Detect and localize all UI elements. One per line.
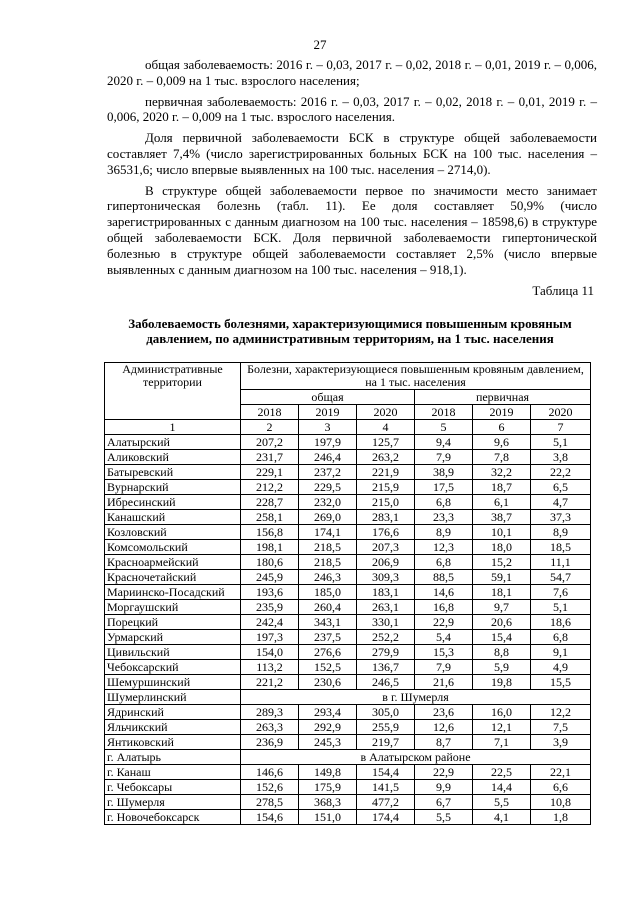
table-cell: 252,2 xyxy=(357,630,415,645)
table-row xyxy=(105,660,591,675)
table-cell: 5,4 xyxy=(415,630,473,645)
table-cell: 230,6 xyxy=(299,675,357,690)
table-cell: 237,5 xyxy=(299,630,357,645)
table-cell: 283,1 xyxy=(357,510,415,525)
table-cell: 221,2 xyxy=(241,675,299,690)
table-row xyxy=(105,795,591,810)
table-cell: 15,5 xyxy=(531,675,591,690)
table-cell: 218,5 xyxy=(299,540,357,555)
table-cell: 198,1 xyxy=(241,540,299,555)
column-number: 7 xyxy=(531,420,591,435)
table-cell: 16,0 xyxy=(473,705,531,720)
table-cell: 207,3 xyxy=(357,540,415,555)
table-cell: 156,8 xyxy=(241,525,299,540)
table-cell: 38,9 xyxy=(415,465,473,480)
header-year: 2018 xyxy=(415,405,473,420)
paragraph-bsk-share: Доля первичной заболеваемости БСК в структуре общей заболеваемости составляет 7,4% (число зарегистрированных больных БСК на 100 тыс. населения – 36531,6; число впервые выявленных на 100 тыс. населения – 2714,0). xyxy=(107,130,597,177)
table-cell: 152,6 xyxy=(241,780,299,795)
table-cell: 263,3 xyxy=(241,720,299,735)
table-cell: 246,4 xyxy=(299,450,357,465)
table-cell: 279,9 xyxy=(357,645,415,660)
table-cell: 245,3 xyxy=(299,735,357,750)
table-cell: 5,9 xyxy=(473,660,531,675)
table-row xyxy=(105,450,591,465)
table-row xyxy=(105,750,591,765)
table-cell: 7,9 xyxy=(415,660,473,675)
header-year: 2018 xyxy=(241,405,299,420)
table-cell: 22,9 xyxy=(415,765,473,780)
paragraph-general-morbidity: общая заболеваемость: 2016 г. – 0,03, 2017 г. – 0,02, 2018 г. – 0,01, 2019 г. – 0,006, 2020 г. – 0,009 на 1 тыс. взрослого населения; xyxy=(107,57,597,88)
table-cell: 258,1 xyxy=(241,510,299,525)
table-cell: 9,1 xyxy=(531,645,591,660)
table-cell: 152,5 xyxy=(299,660,357,675)
table-cell: 4,9 xyxy=(531,660,591,675)
table-cell: 7,6 xyxy=(531,585,591,600)
table-cell: 18,7 xyxy=(473,480,531,495)
table-cell: 18,6 xyxy=(531,615,591,630)
table-cell: 278,5 xyxy=(241,795,299,810)
table-cell: 19,8 xyxy=(473,675,531,690)
table-cell: 228,7 xyxy=(241,495,299,510)
table-cell: 154,6 xyxy=(241,810,299,825)
table-cell: 293,4 xyxy=(299,705,357,720)
table-cell: 15,3 xyxy=(415,645,473,660)
territory-name: Аликовский xyxy=(105,450,241,465)
table-cell: 12,1 xyxy=(473,720,531,735)
header-year: 2020 xyxy=(357,405,415,420)
table-cell: 15,4 xyxy=(473,630,531,645)
table-row xyxy=(105,510,591,525)
table-cell: 3,8 xyxy=(531,450,591,465)
paragraph-hypertension: В структуре общей заболеваемости первое по значимости место занимает гипертоническая болезнь (табл. 11). Ее доля составляет 50,9% (число зарегистрированных с данным диагнозом на 100 тыс. населения – 18598,6) в структуре общей заболеваемости БСК. Доля первичной заболеваемости гипертонической болезнью в структуре общей заболеваемости составляет 2,5% (число впервые выявленных с данным диагнозом на 100 тыс. населения – 918,1). xyxy=(107,182,597,277)
table-cell: 146,6 xyxy=(241,765,299,780)
territory-name: Ибресинский xyxy=(105,495,241,510)
territory-name: Козловский xyxy=(105,525,241,540)
table-cell: 32,2 xyxy=(473,465,531,480)
territory-name: г. Чебоксары xyxy=(105,780,241,795)
table-row xyxy=(105,690,591,705)
table-cell: 17,5 xyxy=(415,480,473,495)
territory-name: Красноармейский xyxy=(105,555,241,570)
table-cell: 149,8 xyxy=(299,765,357,780)
table-cell: 4,7 xyxy=(531,495,591,510)
table-cell: 218,5 xyxy=(299,555,357,570)
table-row xyxy=(105,540,591,555)
table-cell: 9,7 xyxy=(473,600,531,615)
table-row xyxy=(105,555,591,570)
table-cell: 7,8 xyxy=(473,450,531,465)
table-body xyxy=(105,435,591,825)
table-cell: 4,1 xyxy=(473,810,531,825)
header-year: 2019 xyxy=(473,405,531,420)
table-cell: 276,6 xyxy=(299,645,357,660)
table-cell: 6,8 xyxy=(415,555,473,570)
table-cell: 8,7 xyxy=(415,735,473,750)
table-cell: 12,2 xyxy=(531,705,591,720)
table-cell: 154,0 xyxy=(241,645,299,660)
territory-name: Шемуршинский xyxy=(105,675,241,690)
table-cell: 206,9 xyxy=(357,555,415,570)
header-general: общая xyxy=(241,390,415,405)
table-row xyxy=(105,525,591,540)
table-cell: 18,0 xyxy=(473,540,531,555)
table-cell: 7,9 xyxy=(415,450,473,465)
table-cell: 88,5 xyxy=(415,570,473,585)
column-number: 3 xyxy=(299,420,357,435)
table-row xyxy=(105,465,591,480)
table-row xyxy=(105,630,591,645)
table-cell: 59,1 xyxy=(473,570,531,585)
table-cell: 5,1 xyxy=(531,600,591,615)
table-row xyxy=(105,705,591,720)
territory-name: Урмарский xyxy=(105,630,241,645)
table-cell: 7,5 xyxy=(531,720,591,735)
table-cell: 12,6 xyxy=(415,720,473,735)
table-title: Заболеваемость болезнями, характеризующимися повышенным кровяным давлением, по административным территориям, на 1 тыс. населения xyxy=(128,316,572,346)
table-row xyxy=(105,810,591,825)
column-number: 6 xyxy=(473,420,531,435)
column-number: 2 xyxy=(241,420,299,435)
territory-name: Вурнарский xyxy=(105,480,241,495)
table-cell: 212,2 xyxy=(241,480,299,495)
table-cell: 477,2 xyxy=(357,795,415,810)
table-label: Таблица 11 xyxy=(532,283,594,298)
table-cell: 154,4 xyxy=(357,765,415,780)
table-cell: 10,1 xyxy=(473,525,531,540)
table-cell: 6,5 xyxy=(531,480,591,495)
table-row xyxy=(105,675,591,690)
table-cell: 20,6 xyxy=(473,615,531,630)
table-cell: 16,8 xyxy=(415,600,473,615)
merged-note: в Алатырском районе xyxy=(241,750,591,765)
table-cell: 197,9 xyxy=(299,435,357,450)
table-cell: 5,5 xyxy=(473,795,531,810)
column-number: 5 xyxy=(415,420,473,435)
territory-name: Моргаушский xyxy=(105,600,241,615)
table-row xyxy=(105,585,591,600)
header-territory: Административные территории xyxy=(105,363,241,420)
table-cell: 260,4 xyxy=(299,600,357,615)
table-cell: 14,4 xyxy=(473,780,531,795)
body-text xyxy=(107,57,597,282)
table-cell: 151,0 xyxy=(299,810,357,825)
table-cell: 193,6 xyxy=(241,585,299,600)
table-cell: 246,3 xyxy=(299,570,357,585)
territory-name: Мариинско-Посадский xyxy=(105,585,241,600)
table-cell: 125,7 xyxy=(357,435,415,450)
table-cell: 221,9 xyxy=(357,465,415,480)
table-cell: 242,4 xyxy=(241,615,299,630)
table-cell: 9,4 xyxy=(415,435,473,450)
table-cell: 11,1 xyxy=(531,555,591,570)
table-cell: 219,7 xyxy=(357,735,415,750)
table-cell: 1,8 xyxy=(531,810,591,825)
table-cell: 229,5 xyxy=(299,480,357,495)
table-cell: 14,6 xyxy=(415,585,473,600)
table-cell: 231,7 xyxy=(241,450,299,465)
table-cell: 174,4 xyxy=(357,810,415,825)
table-cell: 23,6 xyxy=(415,705,473,720)
merged-note: в г. Шумерля xyxy=(241,690,591,705)
table-cell: 245,9 xyxy=(241,570,299,585)
table-cell: 176,6 xyxy=(357,525,415,540)
table-cell: 232,0 xyxy=(299,495,357,510)
table-row xyxy=(105,780,591,795)
table-cell: 5,5 xyxy=(415,810,473,825)
table-cell: 18,1 xyxy=(473,585,531,600)
table-row xyxy=(105,570,591,585)
territory-name: г. Шумерля xyxy=(105,795,241,810)
table-cell: 15,2 xyxy=(473,555,531,570)
table-row xyxy=(105,720,591,735)
territory-name: Комсомольский xyxy=(105,540,241,555)
table-cell: 10,8 xyxy=(531,795,591,810)
table-row xyxy=(105,645,591,660)
table-cell: 9,6 xyxy=(473,435,531,450)
table-cell: 255,9 xyxy=(357,720,415,735)
territory-name: Чебоксарский xyxy=(105,660,241,675)
territory-name: г. Алатырь xyxy=(105,750,241,765)
table-cell: 21,6 xyxy=(415,675,473,690)
table-cell: 292,9 xyxy=(299,720,357,735)
table-cell: 246,5 xyxy=(357,675,415,690)
table-cell: 305,0 xyxy=(357,705,415,720)
territory-name: Алатырский xyxy=(105,435,241,450)
table-cell: 6,8 xyxy=(531,630,591,645)
territory-name: Янтиковский xyxy=(105,735,241,750)
table-cell: 263,2 xyxy=(357,450,415,465)
table-cell: 22,9 xyxy=(415,615,473,630)
table-cell: 215,9 xyxy=(357,480,415,495)
page-number: 27 xyxy=(313,37,327,52)
table-row xyxy=(105,495,591,510)
table-cell: 6,1 xyxy=(473,495,531,510)
table-cell: 3,9 xyxy=(531,735,591,750)
header-diseases: Болезни, характеризующиеся повышенным кровяным давлением, на 1 тыс. населения xyxy=(241,363,591,390)
table-cell: 141,5 xyxy=(357,780,415,795)
header-year: 2019 xyxy=(299,405,357,420)
paragraph-primary-morbidity: первичная заболеваемость: 2016 г. – 0,03, 2017 г. – 0,02, 2018 г. – 0,01, 2019 г. – 0,006, 2020 г. – 0,009 на 1 тыс. взрослого населения. xyxy=(107,93,597,125)
table-cell: 180,6 xyxy=(241,555,299,570)
table-cell: 236,9 xyxy=(241,735,299,750)
table-cell: 207,2 xyxy=(241,435,299,450)
territory-name: Порецкий xyxy=(105,615,241,630)
territory-name: Яльчикский xyxy=(105,720,241,735)
table-cell: 237,2 xyxy=(299,465,357,480)
territory-name: Канашский xyxy=(105,510,241,525)
table-cell: 22,2 xyxy=(531,465,591,480)
territory-name: Шумерлинский xyxy=(105,690,241,705)
table-row xyxy=(105,480,591,495)
table-row xyxy=(105,600,591,615)
table-row xyxy=(105,735,591,750)
table-cell: 8,9 xyxy=(531,525,591,540)
table-cell: 7,1 xyxy=(473,735,531,750)
table-cell: 5,1 xyxy=(531,435,591,450)
column-number: 1 xyxy=(105,420,241,435)
table-cell: 12,3 xyxy=(415,540,473,555)
table-cell: 23,3 xyxy=(415,510,473,525)
table-cell: 197,3 xyxy=(241,630,299,645)
header-year: 2020 xyxy=(531,405,591,420)
table-cell: 8,9 xyxy=(415,525,473,540)
table-cell: 368,3 xyxy=(299,795,357,810)
table-row xyxy=(105,615,591,630)
table-cell: 330,1 xyxy=(357,615,415,630)
table-cell: 289,3 xyxy=(241,705,299,720)
table-cell: 38,7 xyxy=(473,510,531,525)
table-cell: 22,1 xyxy=(531,765,591,780)
table-cell: 6,7 xyxy=(415,795,473,810)
table-cell: 6,6 xyxy=(531,780,591,795)
territory-name: Ядринский xyxy=(105,705,241,720)
territory-name: Батыревский xyxy=(105,465,241,480)
table-row xyxy=(105,435,591,450)
territory-name: г. Канаш xyxy=(105,765,241,780)
table-cell: 54,7 xyxy=(531,570,591,585)
table-cell: 185,0 xyxy=(299,585,357,600)
table-cell: 183,1 xyxy=(357,585,415,600)
table-cell: 113,2 xyxy=(241,660,299,675)
table-cell: 343,1 xyxy=(299,615,357,630)
table-cell: 9,9 xyxy=(415,780,473,795)
table-cell: 174,1 xyxy=(299,525,357,540)
table-cell: 22,5 xyxy=(473,765,531,780)
table-cell: 309,3 xyxy=(357,570,415,585)
territory-name: г. Новочебоксарск xyxy=(105,810,241,825)
territory-name: Цивильский xyxy=(105,645,241,660)
table-cell: 215,0 xyxy=(357,495,415,510)
table-cell: 269,0 xyxy=(299,510,357,525)
header-primary: первичная xyxy=(415,390,591,405)
table-row xyxy=(105,765,591,780)
morbidity-table xyxy=(104,362,591,825)
table-cell: 136,7 xyxy=(357,660,415,675)
table-cell: 229,1 xyxy=(241,465,299,480)
table-cell: 18,5 xyxy=(531,540,591,555)
table-cell: 175,9 xyxy=(299,780,357,795)
table-cell: 6,8 xyxy=(415,495,473,510)
table-cell: 263,1 xyxy=(357,600,415,615)
column-number: 4 xyxy=(357,420,415,435)
table-cell: 8,8 xyxy=(473,645,531,660)
table-cell: 37,3 xyxy=(531,510,591,525)
table-header xyxy=(105,363,591,435)
table-cell: 235,9 xyxy=(241,600,299,615)
territory-name: Красночетайский xyxy=(105,570,241,585)
